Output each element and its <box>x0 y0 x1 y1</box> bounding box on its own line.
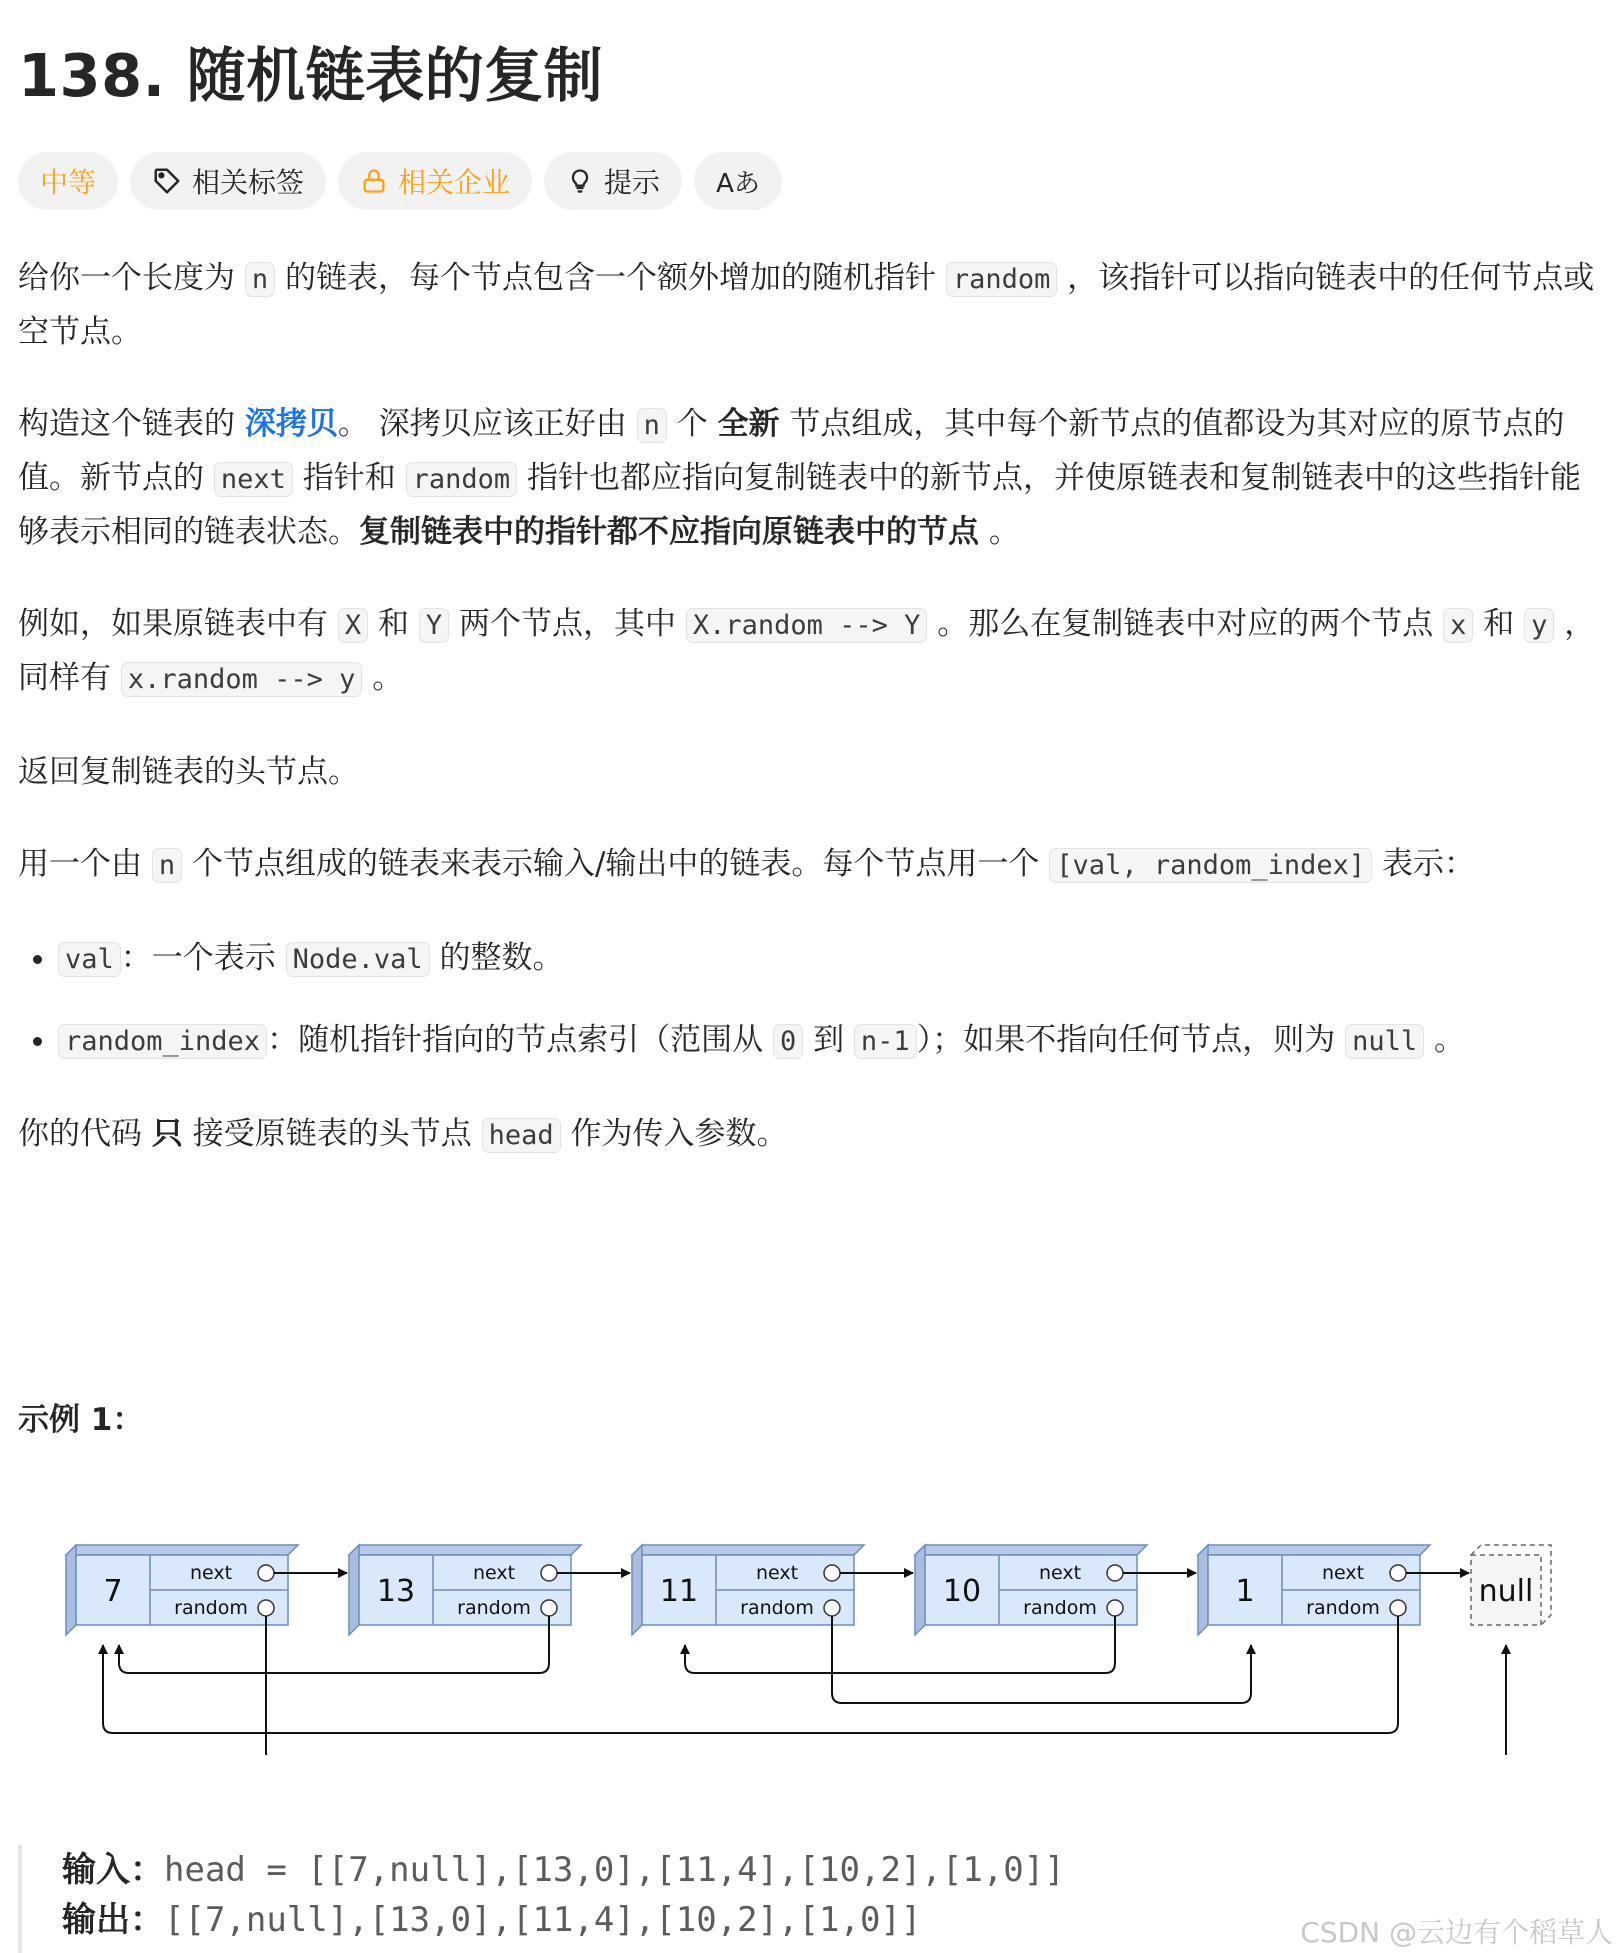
inline-code: head <box>482 1118 561 1153</box>
difficulty-label: 中等 <box>40 166 97 199</box>
inline-code: n <box>152 848 182 883</box>
linked-list-diagram <box>60 1535 1580 1755</box>
list-node <box>632 1545 864 1635</box>
next-pointer-dot <box>258 1565 274 1581</box>
input-value: head = [[7,null],[13,0],[11,4],[10,2],[1,0]] <box>164 1850 1065 1890</box>
inline-code: X.random --> Y <box>686 608 928 643</box>
inline-code: null <box>1345 1024 1424 1059</box>
inline-code: random_index <box>58 1024 267 1059</box>
next-pointer-dot <box>541 1565 557 1581</box>
text: 个节点组成的链表来表示输入/输出中的链表。每个节点用一个 <box>191 846 1040 882</box>
inline-code: val <box>58 942 121 977</box>
node-top-face <box>915 1545 1147 1555</box>
desc-paragraph-4: 返回复制链表的头节点。 <box>18 754 359 790</box>
inline-code: x <box>1443 608 1473 643</box>
next-pointer-dot <box>1390 1565 1406 1581</box>
output-value: [[7,null],[13,0],[11,4],[10,2],[1,0]] <box>164 1900 922 1940</box>
tag-bar <box>18 152 782 210</box>
text: 两个节点，其中 <box>458 606 676 642</box>
desc-paragraph-6 <box>18 1108 1608 1162</box>
node-value: 1 <box>1235 1574 1255 1609</box>
node-side-face <box>349 1545 359 1635</box>
random-pointer-dot <box>258 1600 274 1616</box>
bold-text: 只 <box>151 1116 183 1152</box>
text: 指针也都应指向复制链表中的新节点，并使原链表和复制链表中的这些指针能够表示相同的链表状态。 <box>18 460 1582 550</box>
text: 。 <box>988 514 1020 550</box>
next-label: next <box>1321 1562 1365 1584</box>
inline-code: 0 <box>773 1024 803 1059</box>
inline-code: Y <box>419 608 449 643</box>
node-side-face <box>66 1545 76 1635</box>
example-title: 示例 1： <box>18 1402 144 1438</box>
lock-icon <box>360 166 388 196</box>
inline-code: next <box>214 462 293 497</box>
random-arrow <box>103 1616 1398 1733</box>
text: 的整数。 <box>439 940 564 976</box>
list-node <box>349 1545 581 1635</box>
text: 。那么在复制链表中对应的两个节点 <box>937 606 1434 642</box>
text: ，该指针可以指向链表中的任何节点或空节点。 <box>18 260 1595 350</box>
inline-code: n <box>637 408 667 443</box>
random-pointer-dot <box>1390 1600 1406 1616</box>
node-side-face <box>915 1545 925 1635</box>
node-value: 10 <box>942 1574 982 1609</box>
text: 节点组成，其中每个新节点的值都设为其对应的原节点的值。新节点的 <box>18 406 1565 496</box>
text: 表示： <box>1382 846 1476 882</box>
inline-code: y <box>1524 608 1554 643</box>
desc-paragraph-2 <box>18 398 1608 558</box>
list-node <box>66 1545 298 1635</box>
watermark: CSDN @云边有个稻草人 <box>1300 1916 1613 1949</box>
hint-label: 提示 <box>604 166 661 199</box>
null-node <box>1471 1545 1551 1625</box>
inline-code: x.random --> y <box>121 662 363 697</box>
text: 指针和 <box>302 460 396 496</box>
text: 到 <box>813 1022 845 1058</box>
text: 和 <box>1483 606 1515 642</box>
example-input-line <box>62 1845 1608 1895</box>
text: ）；如果不指向任何节点，则为 <box>916 1022 1336 1058</box>
related-tags-button[interactable] <box>130 152 326 210</box>
text: ：随机指针指向的节点索引（范围从 <box>267 1022 764 1058</box>
bold-text: 复制链表中的指针都不应指向原链表中的节点 <box>359 514 979 550</box>
text: ，同样有 <box>18 606 1596 696</box>
node-top-face <box>632 1545 864 1555</box>
inline-code: X <box>338 608 368 643</box>
inline-code: [val, random_index] <box>1049 848 1372 883</box>
node-value: 11 <box>659 1574 699 1609</box>
null-label: null <box>1478 1574 1534 1609</box>
text: 。 <box>372 660 404 696</box>
node-side-face <box>1198 1545 1208 1635</box>
inline-code: n-1 <box>854 1024 917 1059</box>
node-top-face <box>1198 1545 1430 1555</box>
node-side-face <box>632 1545 642 1635</box>
inline-code: n <box>245 262 275 297</box>
random-label: random <box>1023 1597 1097 1619</box>
text: 构造这个链表的 <box>18 406 235 442</box>
random-label: random <box>1306 1597 1380 1619</box>
text: 接受原链表的头节点 <box>192 1116 472 1152</box>
font-toggle-button[interactable] <box>694 152 782 210</box>
hint-button[interactable] <box>544 152 682 210</box>
desc-paragraph-3 <box>18 598 1608 706</box>
problem-description <box>18 252 1608 1202</box>
node-value: 13 <box>376 1574 416 1609</box>
lightbulb-icon <box>566 166 594 196</box>
next-label: next <box>472 1562 516 1584</box>
related-company-button[interactable] <box>338 152 532 210</box>
inline-code: random <box>946 262 1058 297</box>
text: 例如，如果原链表中有 <box>18 606 328 642</box>
text: 用一个由 <box>18 846 142 882</box>
inline-code: random <box>406 462 518 497</box>
difficulty-badge[interactable] <box>18 152 118 210</box>
random-pointer-dot <box>541 1600 557 1616</box>
next-pointer-dot <box>824 1565 840 1581</box>
field-list <box>18 932 1608 1068</box>
desc-paragraph-1 <box>18 252 1608 358</box>
text: 的链表，每个节点包含一个额外增加的随机指针 <box>284 260 936 296</box>
random-label: random <box>457 1597 531 1619</box>
random-arrow <box>266 1616 1506 1755</box>
next-label: next <box>1038 1562 1082 1584</box>
next-label: next <box>189 1562 233 1584</box>
tag-icon <box>152 166 182 196</box>
random-pointer-dot <box>824 1600 840 1616</box>
node-top-face <box>349 1545 581 1555</box>
text: 个 <box>676 406 708 442</box>
desc-paragraph-5 <box>18 838 1608 892</box>
bold-text: 全新 <box>717 406 780 442</box>
output-label: 输出： <box>62 1900 164 1940</box>
related-tags-label: 相关标签 <box>192 166 305 199</box>
text: 。 <box>1433 1022 1465 1058</box>
random-arrow <box>832 1616 1251 1703</box>
inline-code: Node.val <box>286 942 430 977</box>
next-pointer-dot <box>1107 1565 1123 1581</box>
text: 作为传入参数。 <box>570 1116 788 1152</box>
text: 和 <box>377 606 409 642</box>
list-item <box>58 932 1608 986</box>
list-node <box>915 1545 1147 1635</box>
node-top-face <box>66 1545 298 1555</box>
random-pointer-dot <box>1107 1600 1123 1616</box>
random-label: random <box>174 1597 248 1619</box>
problem-title: 138. 随机链表的复制 <box>18 41 604 110</box>
font-toggle-icon: Aあ <box>716 168 760 199</box>
text: 你的代码 <box>18 1116 142 1152</box>
list-node <box>1198 1545 1430 1635</box>
deep-copy-link[interactable]: 深拷贝 <box>244 406 338 442</box>
related-company-label: 相关企业 <box>398 166 511 199</box>
random-label: random <box>740 1597 814 1619</box>
input-label: 输入： <box>62 1850 164 1890</box>
node-value: 7 <box>103 1574 123 1609</box>
list-item <box>58 1014 1478 1068</box>
text: ：一个表示 <box>120 940 276 976</box>
text: 给你一个长度为 <box>18 260 235 296</box>
text: 。 深拷贝应该正好由 <box>337 406 627 442</box>
next-label: next <box>755 1562 799 1584</box>
